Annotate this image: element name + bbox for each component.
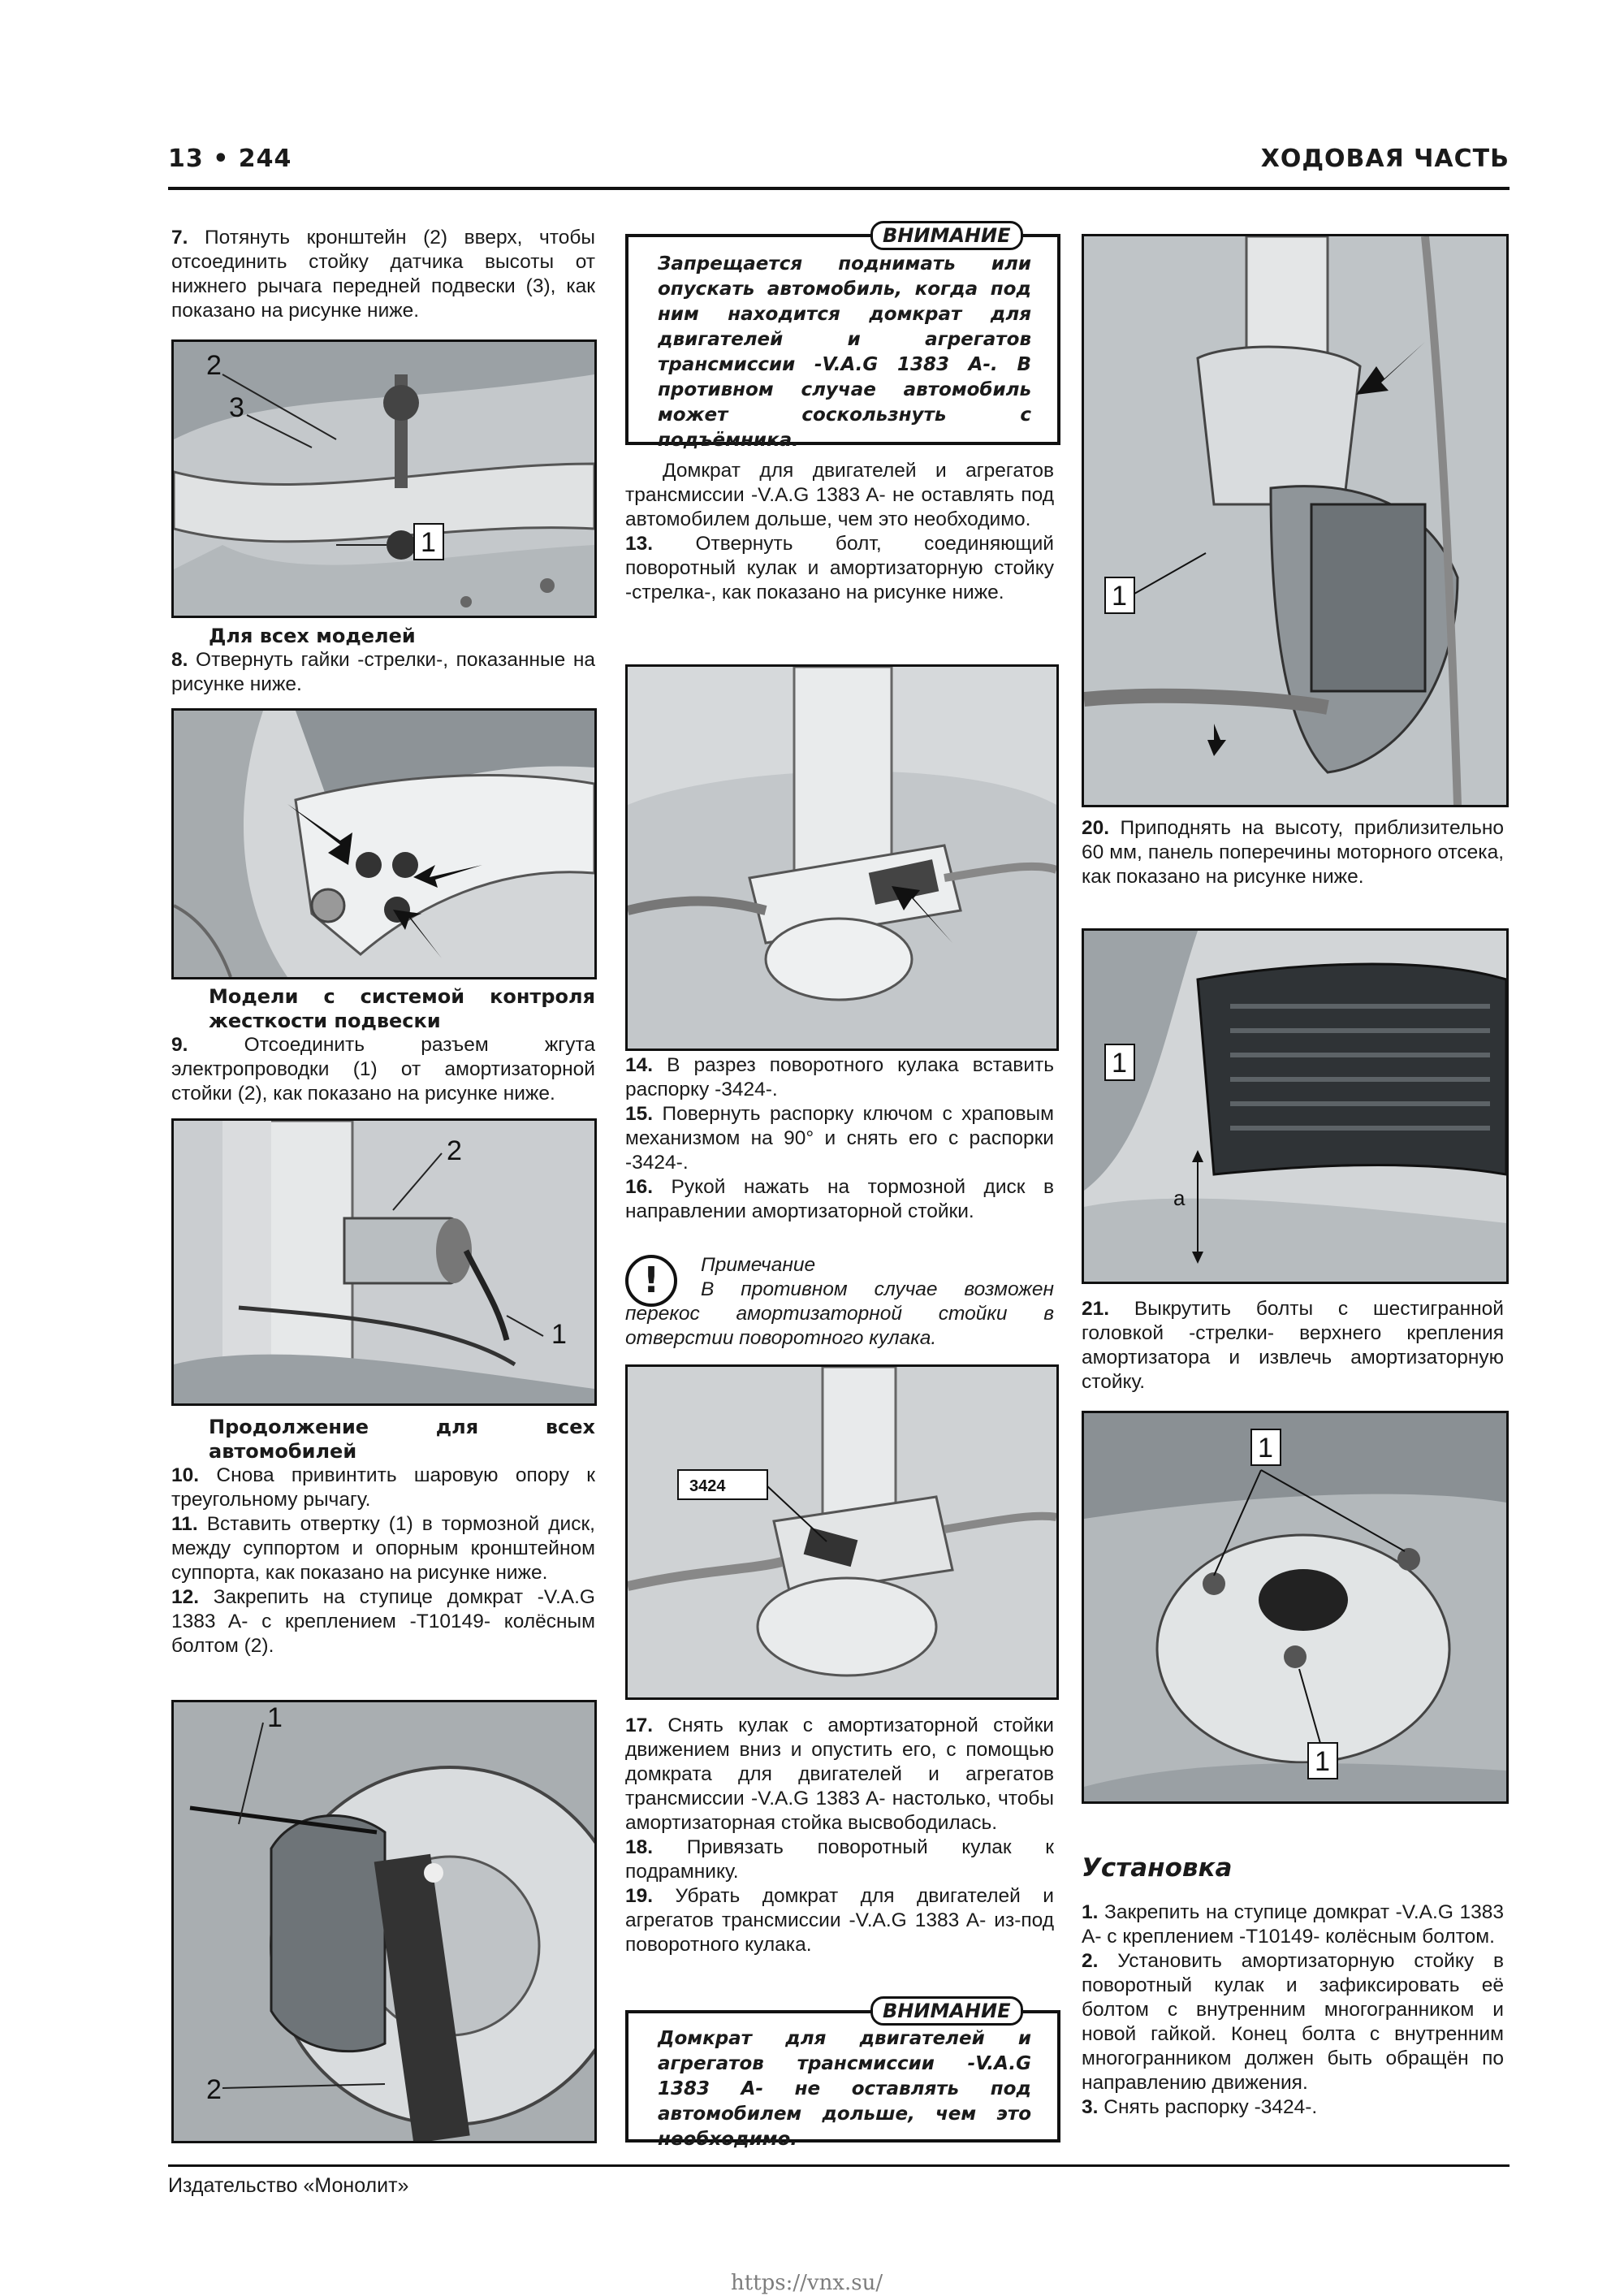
fig3-label-1: 1 bbox=[551, 1319, 567, 1350]
step-21 bbox=[1082, 1297, 1504, 1394]
steps-10-12-block bbox=[171, 1415, 595, 1658]
step-number: 17. bbox=[625, 1714, 654, 1736]
step-text: Рукой нажать на тормозной диск в направлении амортизаторной стойки. bbox=[625, 1176, 1054, 1222]
step-number: 19. bbox=[625, 1885, 654, 1907]
fig8-label-1: 1 bbox=[1112, 1048, 1127, 1079]
note-text: В противном случае возможен перекос амортизаторной стойки в отверстии поворотного кулака. bbox=[625, 1278, 1054, 1349]
figure-strut-mount-bolts bbox=[1082, 1411, 1509, 1804]
steps-14-16 bbox=[625, 1053, 1054, 1224]
step-number: 10. bbox=[171, 1464, 200, 1486]
step-9-block bbox=[171, 984, 595, 1106]
step-text: Привязать поворотный кулак к подрамнику. bbox=[625, 1836, 1054, 1883]
section-title: ХОДОВАЯ ЧАСТЬ bbox=[1260, 145, 1510, 173]
subheading-all-models: Для всех моделей bbox=[209, 625, 416, 647]
step-text: Убрать домкрат для двигателей и агрегатов трансмиссии -V.A.G 1383 A- из-под поворотного кулака. bbox=[625, 1885, 1054, 1956]
step-number: 3. bbox=[1082, 2096, 1099, 2118]
figure-strut-knuckle bbox=[1082, 234, 1509, 807]
figure-connector bbox=[171, 1118, 597, 1406]
fig8-label-a: a bbox=[1173, 1186, 1186, 1210]
step-number: 16. bbox=[625, 1176, 654, 1198]
step-number: 11. bbox=[171, 1513, 198, 1535]
jack-and-step-13 bbox=[625, 459, 1054, 605]
section-heading-installation: Установка bbox=[1082, 1853, 1233, 1883]
subheading-suspension-models: Модели с системой контроля жесткости подвески bbox=[209, 985, 595, 1032]
fig1-label-1: 1 bbox=[421, 527, 436, 558]
step-number: 20. bbox=[1082, 817, 1110, 839]
subheading-continuation: Продолжение для всех автомобилей bbox=[209, 1416, 595, 1463]
step-number: 12. bbox=[171, 1586, 200, 1608]
step-number: 15. bbox=[625, 1103, 654, 1125]
fig9-label-1-bottom: 1 bbox=[1315, 1746, 1330, 1777]
warning-text-1: Запрещается поднимать или опускать автомобиль, когда под ним находится домкрат для двигателей и агрегатов трансмиссии -V.A.G 1383 A-. В противном случае автомобиль может соскользнуть с подъёмника. bbox=[658, 253, 1031, 451]
step-text: Снять распорку -3424-. bbox=[1098, 2096, 1318, 2118]
figure-height-sensor bbox=[171, 339, 597, 618]
footer-rule bbox=[168, 2164, 1510, 2167]
step-number: 14. bbox=[625, 1054, 654, 1076]
step-text: Приподнять на высоту, приблизительно 60 мм, панель поперечины моторного отсека, как показано на рисунке ниже. bbox=[1082, 817, 1504, 888]
step-text: Повернуть распорку ключом с храповым механизмом на 90° и снять его с распорки -3424-. bbox=[625, 1103, 1054, 1174]
step-text: Вставить отвертку (1) в тормозной диск, между суппортом и опорным кронштейном суппорта, как показано на рисунке ниже. bbox=[171, 1513, 595, 1584]
step-text: Потянуть кронштейн (2) вверх, чтобы отсоединить стойку датчика высоты от нижнего рычага передней подвески (3), как показано на рисунке ниже. bbox=[171, 227, 595, 322]
steps-17-19 bbox=[625, 1714, 1054, 1957]
fig9-label-1-top: 1 bbox=[1258, 1433, 1273, 1464]
step-20 bbox=[1082, 816, 1504, 889]
figure-spacer-3424 bbox=[625, 1364, 1059, 1700]
fig4-label-2: 2 bbox=[206, 2074, 222, 2105]
step-text: В разрез поворотного кулака вставить распорку -3424-. bbox=[625, 1054, 1054, 1100]
step-text: Закрепить на ступице домкрат -V.A.G 1383 A- с креплением -T10149- колёсным болтом (2). bbox=[171, 1586, 595, 1657]
step-text: Отвернуть болт, соединяющий поворотный кулак и амортизаторную стойку -стрелка-, как показано на рисунке ниже. bbox=[625, 533, 1054, 603]
figure-knuckle-bolt bbox=[625, 664, 1059, 1051]
step-number: 1. bbox=[1082, 1901, 1099, 1923]
fig6-label-3424: 3424 bbox=[689, 1477, 726, 1495]
step-text: Выкрутить болты с шестигранной головкой -стрелки- верхнего крепления амортизатора и извлечь амортизаторную стойку. bbox=[1082, 1298, 1504, 1393]
step-number: 13. bbox=[625, 533, 654, 555]
note-title: Примечание bbox=[701, 1254, 816, 1276]
figure-nuts bbox=[171, 708, 597, 979]
step-number: 9. bbox=[171, 1034, 188, 1056]
fig1-label-2: 2 bbox=[206, 350, 222, 381]
fig4-label-1: 1 bbox=[267, 1702, 283, 1733]
step-text: Снять кулак с амортизаторной стойки движением вниз и опустить его, с помощью домкрата для двигателей и агрегатов трансмиссии -V.A.G 1383 A- настолько, чтобы амортизаторная стойка высвободилась. bbox=[625, 1714, 1054, 1834]
step-8-block bbox=[171, 624, 595, 697]
exclamation-glyph: ! bbox=[642, 1260, 660, 1301]
step-text: Закрепить на ступице домкрат -V.A.G 1383 A- с креплением -T10149- колёсным болтом. bbox=[1082, 1901, 1504, 1948]
step-text: Установить амортизаторную стойку в поворотный кулак и зафиксировать её болтом с внутренним многогранником и новой гайкой. Конец болта с внутренним многогранником должен быть обращён по направлению движения. bbox=[1082, 1950, 1504, 2094]
step-number: 21. bbox=[1082, 1298, 1110, 1320]
step-7 bbox=[171, 226, 595, 323]
step-text: Отсоединить разъем жгута электропроводки (1) от амортизаторной стойки (2), как показано на рисунке ниже. bbox=[171, 1034, 595, 1105]
figure-crossmember-panel bbox=[1082, 928, 1509, 1284]
fig1-label-3: 3 bbox=[229, 392, 244, 423]
watermark-url: https://vnx.su/ bbox=[731, 2271, 883, 2295]
figure-hub-jack bbox=[171, 1700, 597, 2143]
fig7-label-1: 1 bbox=[1112, 581, 1127, 612]
step-number: 7. bbox=[171, 227, 188, 249]
page-number: 13 • 244 bbox=[168, 145, 292, 173]
note-block bbox=[625, 1253, 1054, 1351]
header-rule bbox=[168, 187, 1510, 190]
fig3-label-2: 2 bbox=[447, 1135, 462, 1166]
jack-paragraph: Домкрат для двигателей и агрегатов трансмиссии -V.A.G 1383 A- не оставлять под автомобилем дольше, чем это необходимо. bbox=[625, 460, 1054, 530]
step-text: Отвернуть гайки -стрелки-, показанные на рисунке ниже. bbox=[171, 649, 595, 695]
publisher: Издательство «Монолит» bbox=[168, 2174, 409, 2197]
step-number: 2. bbox=[1082, 1950, 1099, 1972]
step-number: 8. bbox=[171, 649, 188, 671]
step-text: Снова привинтить шаровую опору к треугольному рычагу. bbox=[171, 1464, 595, 1511]
warning-tag-2: ВНИМАНИЕ bbox=[870, 1996, 1023, 2026]
step-number: 18. bbox=[625, 1836, 654, 1858]
warning-tag-1: ВНИМАНИЕ bbox=[870, 221, 1023, 250]
warning-text-2: Домкрат для двигателей и агрегатов трансмиссии -V.A.G 1383 A- не оставлять под автомобилем дольше, чем это необходимо. bbox=[658, 2028, 1031, 2150]
install-steps bbox=[1082, 1900, 1504, 2120]
